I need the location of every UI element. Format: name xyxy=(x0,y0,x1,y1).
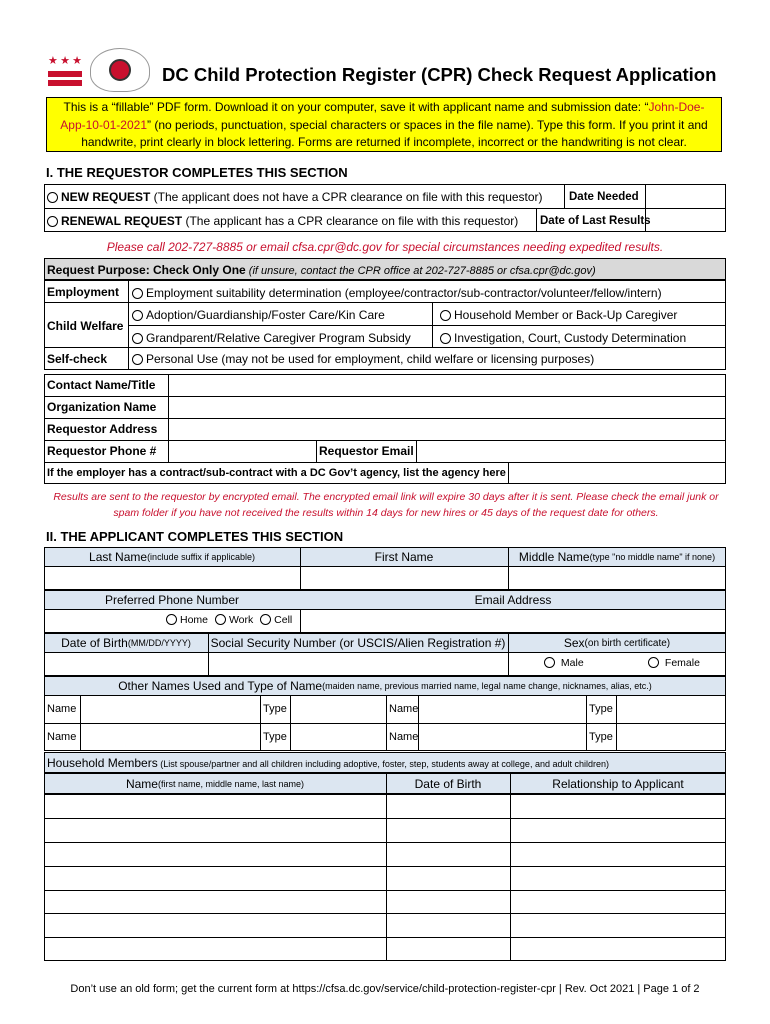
purpose-hint: (if unsure, contact the CPR office at 202-727-8885 or cfsa.cpr@dc.gov) xyxy=(245,265,596,277)
ssn-field[interactable] xyxy=(209,653,508,675)
hh-name-hint: (first name, middle name, last name) xyxy=(157,778,305,789)
email-address-field[interactable] xyxy=(301,610,725,632)
employment-option[interactable] xyxy=(132,286,662,300)
page-footer: Don’t use an old form; get the current form at https://cfsa.dc.gov/service/child-protection-register-cpr | Rev. Oct 2021 | Page 1 of 2 xyxy=(70,983,700,995)
home-radio[interactable] xyxy=(166,614,177,625)
last-name-label xyxy=(44,547,300,567)
household-member-option[interactable] xyxy=(440,308,677,322)
last-name-text: Last Name xyxy=(89,550,148,564)
notice-text-1: This is a “fillable” PDF form. Download it on your computer, save it with applicant name and submission date: “ xyxy=(63,100,649,114)
cell-radio[interactable] xyxy=(260,614,271,625)
household-text: Household Members xyxy=(47,756,158,770)
notice-text-2: ” (no periods, punctuation, special characters or spaces in the file name). Type this form. If you print it and handwrite, print clearly in block lettering. Forms are returned if incomplete, incorrect or the handwriting is not clear. xyxy=(81,117,708,149)
date-needed-field[interactable] xyxy=(646,185,725,208)
purpose-label: Request Purpose: Check Only One xyxy=(47,263,246,277)
household-hint: (List spouse/partner and all children including adoptive, foster, step, students away at college, and adult children) xyxy=(157,759,609,769)
last-name-hint: (include suffix if applicable) xyxy=(147,552,255,562)
requestor-email-label: Requestor Email xyxy=(319,444,414,458)
hh-name-text: Name xyxy=(125,776,158,791)
grandparent-option[interactable] xyxy=(132,331,411,345)
contact-name-field[interactable] xyxy=(169,375,725,396)
results-note: Results are sent to the requestor by encrypted email. The encrypted email link will expire 30 days after it is sent. Please check the email junk or spam folder if you have not received the results within 14 days for new hires or 45 days of the request date for others. xyxy=(53,491,719,519)
requestor-phone-label: Requestor Phone # xyxy=(47,444,157,458)
grandparent-option-text: Grandparent/Relative Caregiver Program Subsidy xyxy=(146,331,411,345)
other-type-2-field[interactable] xyxy=(617,696,725,723)
other-name-1-label: Name xyxy=(47,703,77,715)
other-type-3-field[interactable] xyxy=(291,724,386,751)
other-name-1-field[interactable] xyxy=(81,696,260,723)
personal-use-option[interactable] xyxy=(132,352,594,366)
hh-name-field[interactable] xyxy=(45,843,386,866)
organization-name-label: Organization Name xyxy=(47,400,157,414)
investigation-radio[interactable] xyxy=(440,333,451,344)
ssn-label: Social Security Number (or USCIS/Alien Registration #) xyxy=(210,636,506,650)
personal-use-radio[interactable] xyxy=(132,354,143,365)
hh-name-field[interactable] xyxy=(45,938,386,961)
male-radio[interactable] xyxy=(544,657,555,668)
sex-label xyxy=(508,633,726,653)
cell-option[interactable] xyxy=(260,614,292,626)
hh-name-field[interactable] xyxy=(45,819,386,842)
other-name-4-field[interactable] xyxy=(419,724,586,751)
renewal-request-desc: (The applicant has a CPR clearance on file with this requestor) xyxy=(182,214,519,228)
work-label: Work xyxy=(228,614,254,626)
other-name-3-field[interactable] xyxy=(81,724,260,751)
hh-relationship-fields[interactable] xyxy=(511,795,725,961)
page-title: DC Child Protection Register (CPR) Check Request Application xyxy=(162,64,717,85)
new-request-radio[interactable] xyxy=(47,192,58,203)
male-option[interactable] xyxy=(544,657,584,669)
dob-text: Date of Birth xyxy=(61,636,128,650)
hh-relationship-header: Relationship to Applicant xyxy=(552,776,684,791)
other-name-3-label: Name xyxy=(47,731,77,743)
adoption-option-text: Adoption/Guardianship/Foster Care/Kin Care xyxy=(146,308,385,322)
new-request-desc: (The applicant does not have a CPR clearance on file with this requestor) xyxy=(150,190,543,204)
other-name-4-label: Name xyxy=(389,731,419,743)
renewal-request-option[interactable] xyxy=(47,214,518,228)
section-1-heading: I. THE REQUESTOR COMPLETES THIS SECTION xyxy=(46,165,348,180)
middle-name-text: Middle Name xyxy=(518,550,590,564)
requestor-address-field[interactable] xyxy=(169,419,725,440)
hh-name-field[interactable] xyxy=(45,795,386,818)
contact-name-label: Contact Name/Title xyxy=(47,378,156,392)
hh-name-field[interactable] xyxy=(45,891,386,913)
dob-field[interactable] xyxy=(45,653,208,675)
phone-type-options xyxy=(166,614,292,626)
work-radio[interactable] xyxy=(215,614,226,625)
request-purpose-text xyxy=(47,263,596,277)
other-type-4-label: Type xyxy=(589,731,613,743)
other-names-hint: (maiden name, previous married name, legal name change, nicknames, alias, etc.) xyxy=(322,681,652,691)
other-type-1-label: Type xyxy=(263,703,287,715)
dob-hint: (MM/DD/YYYY) xyxy=(127,638,191,648)
hh-name-field[interactable] xyxy=(45,914,386,937)
dc-flag-logo: ★ ★ ★ xyxy=(48,56,82,86)
work-option[interactable] xyxy=(215,614,253,626)
child-welfare-label: Child Welfare xyxy=(47,319,124,333)
adoption-radio[interactable] xyxy=(132,310,143,321)
requestor-email-field[interactable] xyxy=(417,441,725,462)
other-type-4-field[interactable] xyxy=(617,724,725,751)
agency-label: If the employer has a contract/sub-contract with a DC Gov’t agency, list the agency here xyxy=(47,467,506,479)
personal-use-option-text: Personal Use (may not be used for employment, child welfare or licensing purposes) xyxy=(146,352,595,366)
home-label: Home xyxy=(180,614,209,626)
self-check-label: Self-check xyxy=(47,352,108,366)
household-member-radio[interactable] xyxy=(440,310,451,321)
middle-name-label xyxy=(508,547,726,567)
investigation-option-text: Investigation, Court, Custody Determination xyxy=(454,331,687,345)
other-names-text: Other Names Used and Type of Name xyxy=(118,679,323,693)
requestor-phone-field[interactable] xyxy=(169,441,315,462)
investigation-option[interactable] xyxy=(440,331,686,345)
email-address-label: Email Address xyxy=(474,593,552,607)
date-last-results-field[interactable] xyxy=(646,209,725,232)
special-circumstances-note: Please call 202-727-8885 or email cfsa.cpr@dc.gov for special circumstances needing expedited results. xyxy=(106,240,664,254)
first-name-field[interactable] xyxy=(301,567,508,589)
date-last-results-label: Date of Last Results xyxy=(540,215,651,227)
sex-text: Sex xyxy=(563,636,585,650)
first-name-label: First Name xyxy=(374,550,434,564)
organization-name-field[interactable] xyxy=(169,397,725,418)
requestor-address-label: Requestor Address xyxy=(47,422,158,436)
employment-label: Employment xyxy=(47,285,120,299)
other-type-3-label: Type xyxy=(263,731,287,743)
female-radio[interactable] xyxy=(648,657,659,668)
other-type-1-field[interactable] xyxy=(291,696,386,723)
other-name-2-label: Name xyxy=(389,703,419,715)
date-needed-label: Date Needed xyxy=(569,191,639,203)
middle-name-field[interactable] xyxy=(509,567,725,589)
female-option[interactable] xyxy=(648,657,700,669)
household-member-option-text: Household Member or Back-Up Caregiver xyxy=(454,308,678,322)
sex-hint: (on birth certificate) xyxy=(584,637,671,649)
cfsa-seal-logo xyxy=(90,48,150,92)
hh-dob-fields[interactable] xyxy=(387,795,510,961)
new-request-option[interactable] xyxy=(47,190,543,204)
employment-option-text: Employment suitability determination (employee/contractor/sub-contractor/volunteer/fellow/intern) xyxy=(146,286,662,300)
home-option[interactable] xyxy=(166,614,208,626)
female-label: Female xyxy=(664,657,700,669)
hh-name-field[interactable] xyxy=(45,867,386,890)
fillable-notice xyxy=(46,97,722,152)
employment-radio[interactable] xyxy=(132,288,143,299)
hh-name-header xyxy=(44,773,386,794)
agency-field[interactable] xyxy=(509,463,725,484)
hh-dob-header: Date of Birth xyxy=(414,776,482,791)
household-label xyxy=(47,756,609,770)
renewal-request-label: RENEWAL REQUEST xyxy=(61,214,183,228)
grandparent-radio[interactable] xyxy=(132,333,143,344)
last-name-field[interactable] xyxy=(45,567,300,589)
other-name-2-field[interactable] xyxy=(419,696,586,723)
adoption-option[interactable] xyxy=(132,308,385,322)
male-label: Male xyxy=(560,657,584,669)
cell-label: Cell xyxy=(274,614,293,626)
middle-name-hint: (type "no middle name" if none) xyxy=(589,552,716,562)
section-2-heading: II. THE APPLICANT COMPLETES THIS SECTION xyxy=(46,529,344,544)
dob-label xyxy=(44,633,208,653)
new-request-label: NEW REQUEST xyxy=(61,190,151,204)
notice-example: John-Doe-App-10-01-2021 xyxy=(60,100,705,132)
renewal-request-radio[interactable] xyxy=(47,216,58,227)
other-names-label xyxy=(44,676,726,696)
other-type-2-label: Type xyxy=(589,703,613,715)
preferred-phone-label: Preferred Phone Number xyxy=(104,593,240,607)
